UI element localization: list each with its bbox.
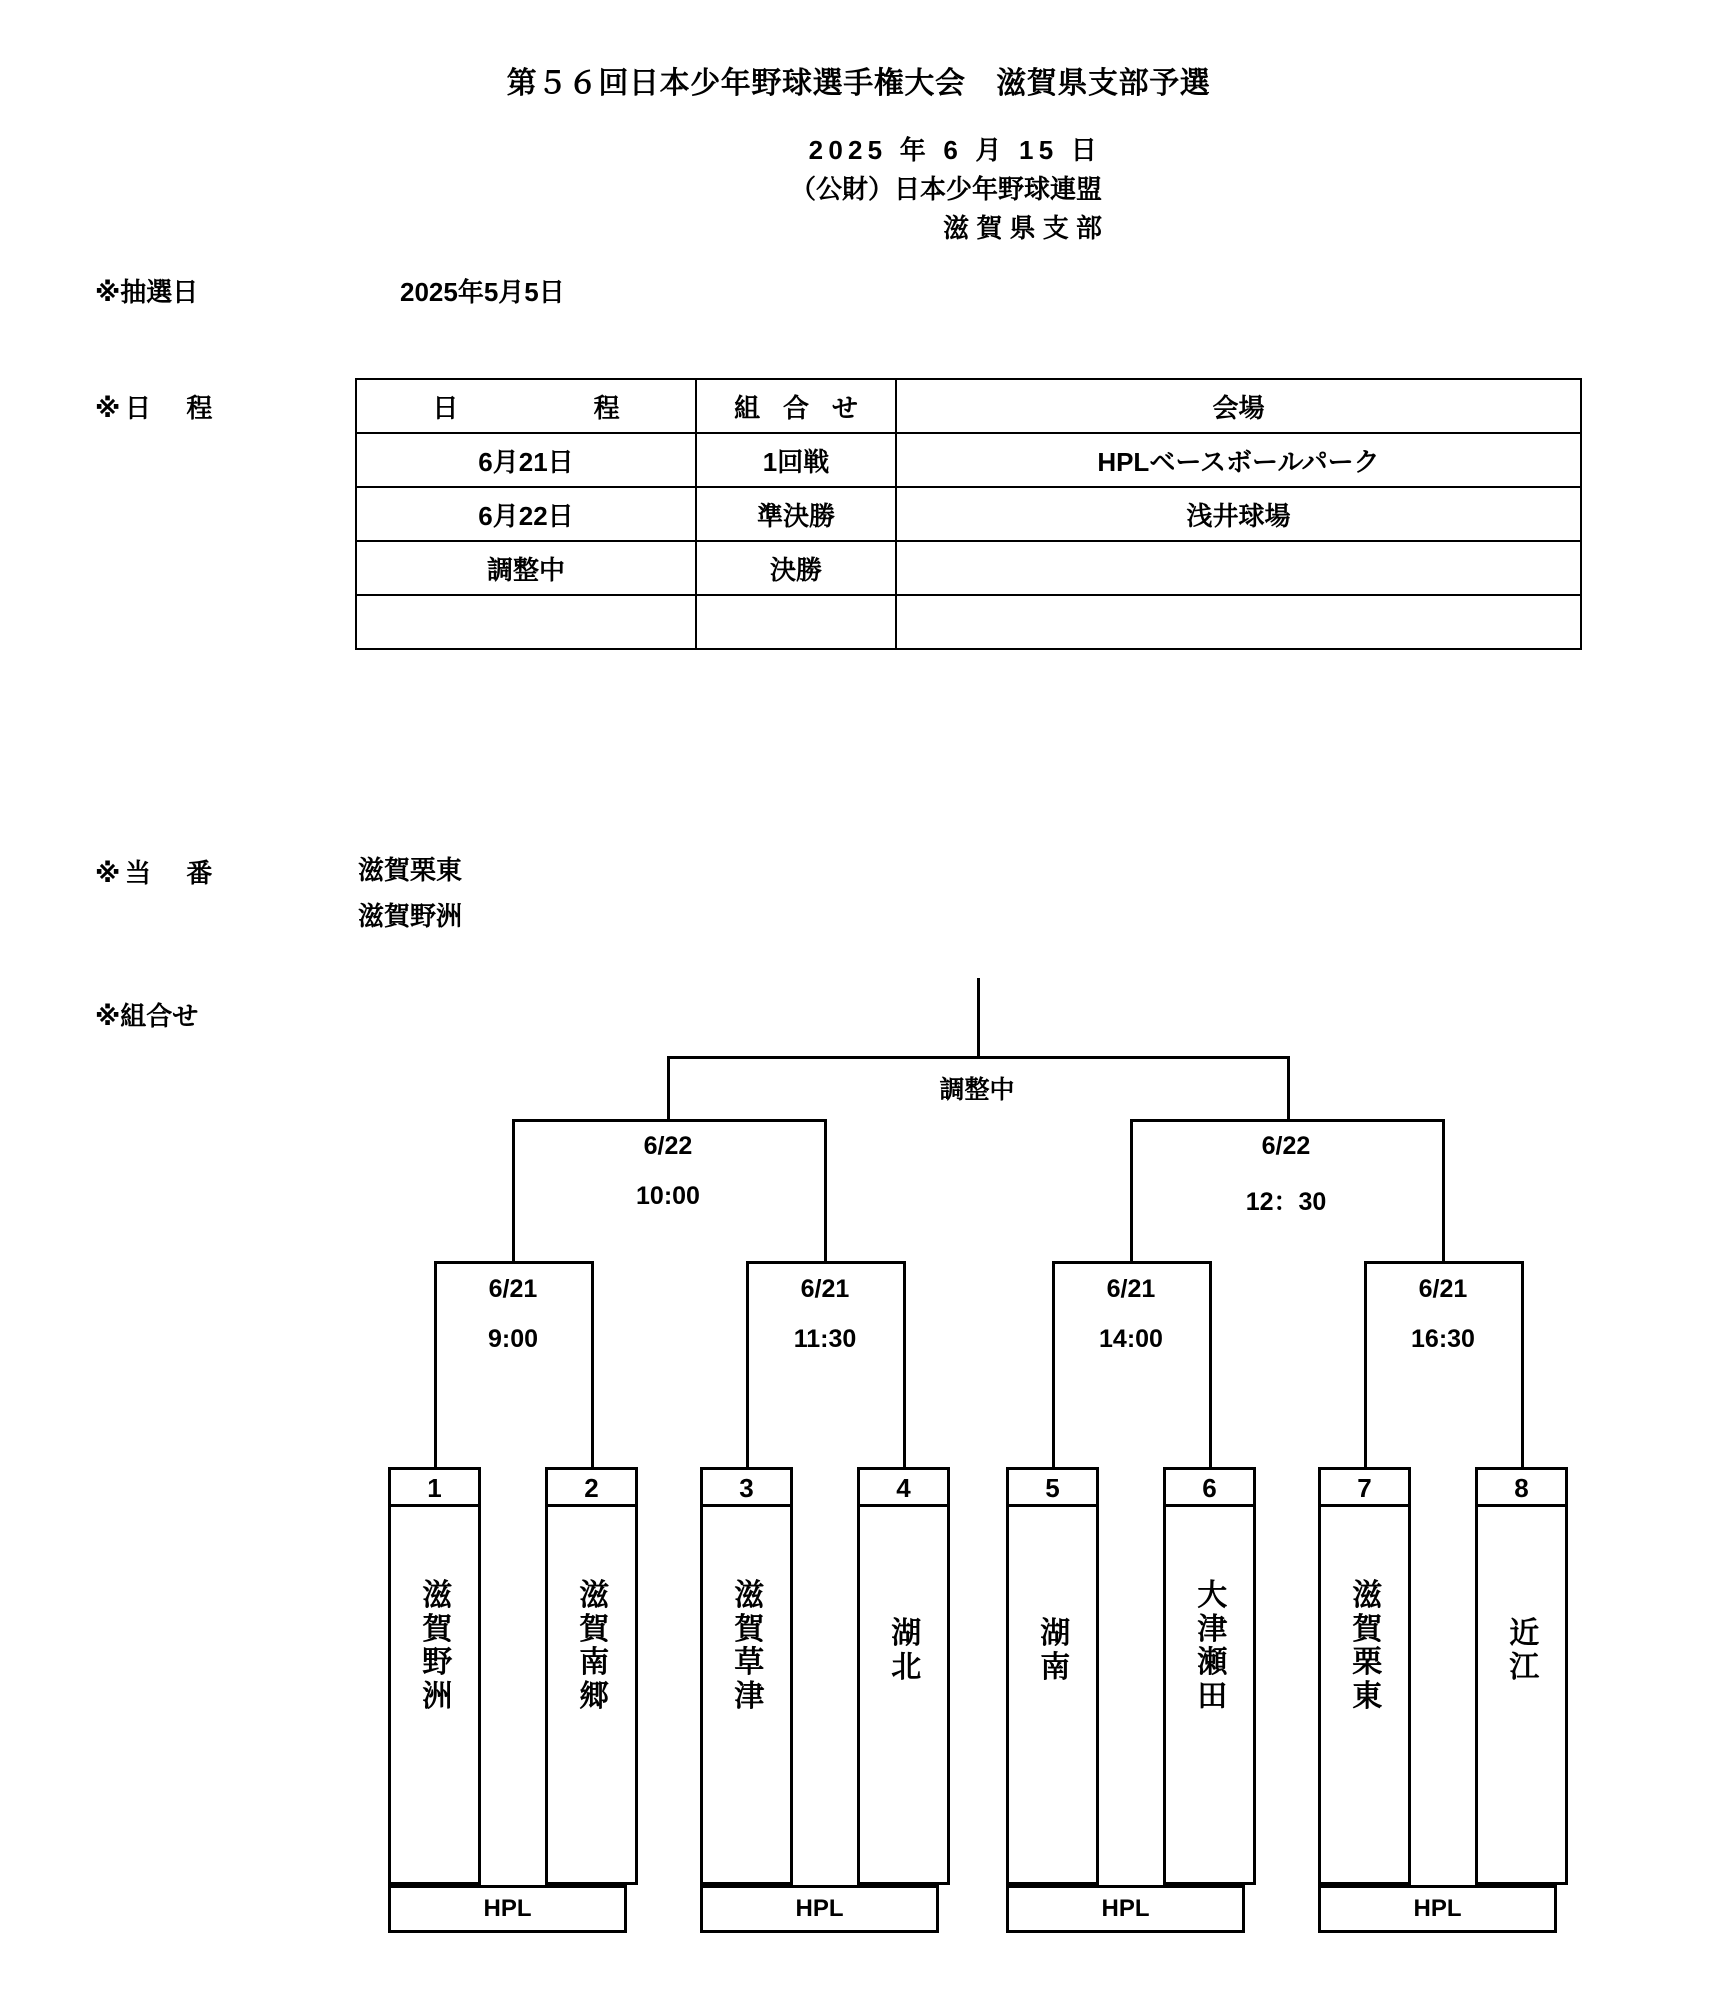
team-box-7 [1318, 1507, 1411, 1885]
team-box-4 [857, 1507, 950, 1885]
duty-label: ※当 番 [95, 858, 217, 888]
seed-box-5: 5 [1006, 1467, 1099, 1507]
draw-date-value: 2025年5月5日 [400, 277, 565, 307]
venue-box-4: HPL [1318, 1885, 1557, 1933]
bracket-line-sf-right [1130, 1119, 1442, 1122]
seed-box-6: 6 [1163, 1467, 1256, 1507]
bracket-line-champion [977, 978, 980, 1058]
table-row [356, 433, 1581, 487]
team-char: 瀬 [1197, 1646, 1228, 1680]
team-box-3 [700, 1507, 793, 1885]
quarterfinal-date-3: 6/21 [1106, 1275, 1156, 1303]
final-label: 調整中 [939, 1076, 1015, 1104]
team-name-1 [391, 1579, 481, 1713]
team-char: 南 [1040, 1650, 1071, 1684]
cell-date: 調整中 [356, 541, 696, 595]
team-box-1 [388, 1507, 481, 1885]
team-char: 滋 [422, 1579, 453, 1612]
team-name-7 [1321, 1579, 1411, 1713]
duty-team-list [358, 848, 462, 939]
team-char: 滋 [1352, 1579, 1383, 1612]
cell-venue [896, 541, 1581, 595]
bracket-line-qf2-stem [824, 1119, 827, 1261]
team-name-8 [1478, 1617, 1568, 1684]
cell-round: 1回戦 [696, 433, 896, 487]
cell-venue: HPLベースボールパーク [896, 433, 1581, 487]
bracket-line-qf4 [1364, 1261, 1521, 1264]
seed-box-8: 8 [1475, 1467, 1568, 1507]
schedule-table [355, 378, 1582, 650]
semifinal-date-right: 6/22 [1261, 1132, 1311, 1160]
quarterfinal-date-2: 6/21 [800, 1275, 850, 1303]
seed-box-4: 4 [857, 1467, 950, 1507]
team-char: 賀 [1352, 1612, 1383, 1646]
cell-date [356, 595, 696, 649]
bracket-line-team8-stem [1521, 1261, 1524, 1467]
bracket-line-team1-stem [434, 1261, 437, 1467]
quarterfinal-time-3: 14:00 [1099, 1325, 1163, 1353]
bracket-line-qf1-stem [512, 1119, 515, 1261]
table-row [356, 595, 1581, 649]
column-header-round: 組 合 せ [696, 379, 896, 433]
quarterfinal-time-1: 9:00 [487, 1325, 539, 1353]
bracket-line-team2-stem [591, 1261, 594, 1467]
team-char: 賀 [422, 1612, 453, 1646]
quarterfinal-time-2: 11:30 [793, 1325, 857, 1353]
team-char: 北 [891, 1650, 922, 1684]
team-char: 南 [579, 1646, 610, 1680]
semifinal-date-left: 6/22 [643, 1132, 693, 1160]
duty-team: 滋賀野洲 [358, 900, 463, 931]
team-char: 滋 [579, 1579, 610, 1612]
quarterfinal-time-4: 16:30 [1411, 1325, 1475, 1353]
semifinal-time-left: 10:00 [636, 1182, 700, 1210]
team-name-3 [703, 1579, 793, 1713]
column-header-venue: 会場 [896, 379, 1581, 433]
table-row [356, 541, 1581, 595]
team-box-6 [1163, 1507, 1256, 1885]
bracket-label: ※組合せ [95, 1001, 199, 1031]
team-char: 湖 [891, 1617, 922, 1650]
seed-box-3: 3 [700, 1467, 793, 1507]
team-char: 賀 [734, 1612, 765, 1646]
quarterfinal-date-1: 6/21 [488, 1275, 538, 1303]
venue-box-3: HPL [1006, 1885, 1245, 1933]
tournament-bracket [0, 960, 1717, 2000]
bracket-line-team6-stem [1209, 1261, 1212, 1467]
column-header-date: 日 程 [356, 379, 696, 433]
team-char: 洲 [422, 1679, 453, 1713]
header-date: 2025 年 6 月 15 日 [808, 135, 1102, 165]
team-char: 湖 [1040, 1617, 1071, 1650]
team-char: 賀 [579, 1612, 610, 1646]
cell-venue [896, 595, 1581, 649]
cell-round: 準決勝 [696, 487, 896, 541]
bracket-line-sf-left-stem [667, 1056, 670, 1119]
cell-round: 決勝 [696, 541, 896, 595]
team-char: 東 [1352, 1679, 1383, 1713]
bracket-line-sf-right-stem [1287, 1056, 1290, 1119]
team-char: 滋 [734, 1579, 765, 1612]
venue-box-2: HPL [700, 1885, 939, 1933]
team-name-5 [1009, 1617, 1099, 1684]
team-char: 津 [1197, 1612, 1228, 1646]
team-char: 大 [1197, 1579, 1228, 1612]
header-org-name: （公財）日本少年野球連盟 [789, 173, 1102, 204]
seed-box-1: 1 [388, 1467, 481, 1507]
cell-date: 6月22日 [356, 487, 696, 541]
bracket-line-team5-stem [1052, 1261, 1055, 1467]
duty-team: 滋賀栗東 [358, 855, 463, 885]
semifinal-time-right: 12：30 [1245, 1188, 1327, 1216]
quarterfinal-date-4: 6/21 [1418, 1275, 1468, 1303]
venue-box-1: HPL [388, 1885, 627, 1933]
team-box-8 [1475, 1507, 1568, 1885]
team-char: 栗 [1352, 1646, 1383, 1680]
schedule-label: ※日 程 [95, 393, 217, 423]
bracket-line-team7-stem [1364, 1261, 1367, 1467]
bracket-line-qf3-stem [1130, 1119, 1133, 1261]
cell-venue: 浅井球場 [896, 487, 1581, 541]
team-char: 江 [1509, 1650, 1540, 1684]
draw-date-label: ※抽選日 [95, 277, 199, 307]
table-row [356, 487, 1581, 541]
cell-round [696, 595, 896, 649]
team-char: 津 [734, 1679, 765, 1713]
team-char: 郷 [579, 1679, 610, 1713]
page-title: 第５６回日本少年野球選手権大会 滋賀県支部予選 [506, 67, 1211, 100]
table-header-row [356, 379, 1581, 433]
team-name-4 [860, 1617, 950, 1684]
bracket-line-team3-stem [746, 1261, 749, 1467]
bracket-line-final [667, 1056, 1287, 1059]
bracket-line-qf4-stem [1442, 1119, 1445, 1261]
cell-date: 6月21日 [356, 433, 696, 487]
team-name-2 [548, 1579, 638, 1713]
team-char: 草 [734, 1646, 765, 1680]
seed-box-7: 7 [1318, 1467, 1411, 1507]
bracket-line-qf1 [434, 1261, 591, 1264]
team-char: 野 [422, 1646, 453, 1680]
bracket-line-qf3 [1052, 1261, 1209, 1264]
bracket-line-sf-left [512, 1119, 824, 1122]
bracket-line-team4-stem [903, 1261, 906, 1467]
header-issuer-block [790, 132, 1102, 249]
seed-box-2: 2 [545, 1467, 638, 1507]
header-org-branch: 滋 賀 県 支 部 [943, 212, 1102, 243]
team-box-2 [545, 1507, 638, 1885]
team-char: 田 [1197, 1679, 1228, 1713]
team-name-6 [1166, 1579, 1256, 1713]
team-box-5 [1006, 1507, 1099, 1885]
bracket-line-qf2 [746, 1261, 903, 1264]
team-char: 近 [1509, 1617, 1540, 1650]
